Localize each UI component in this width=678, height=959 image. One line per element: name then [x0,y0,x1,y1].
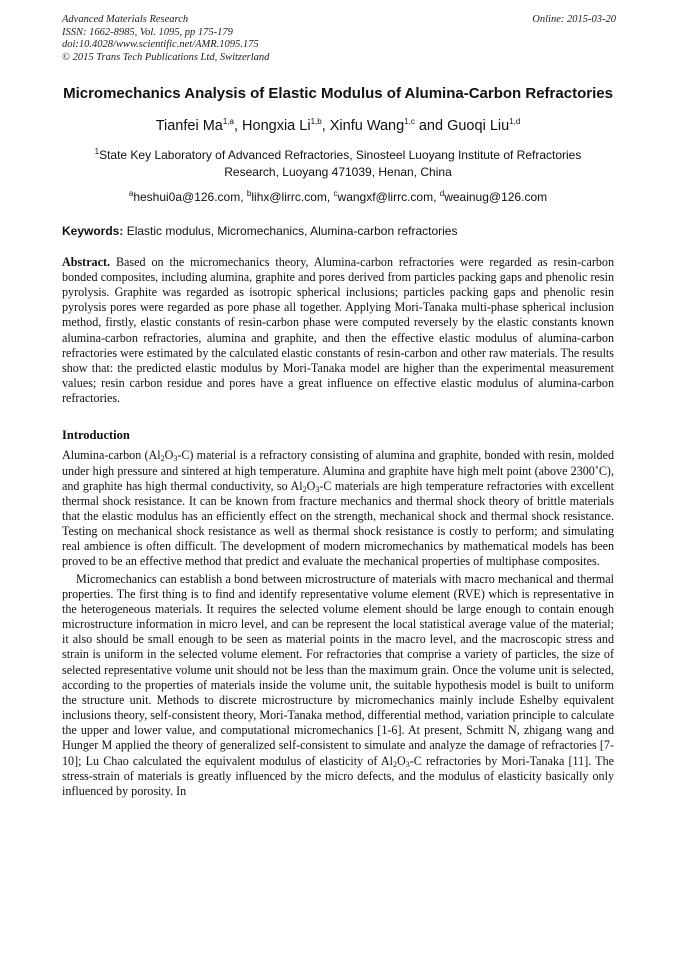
copyright-line: © 2015 Trans Tech Publications Ltd, Switzerland [62,51,270,63]
keywords [62,224,614,238]
doi-line: doi:10.4028/www.scientific.net/AMR.1095.175 [62,39,259,50]
email[interactable]: $^c$wangxf@lirrc.com [333,188,434,204]
keywords-text: Elastic modulus, Micromechanics, Alumina-carbon refractories [123,223,458,238]
author: Hongxia Li$^{1,b}$, [242,117,330,134]
email-list: $^a$heshui0a@126.com, $^b$lihx@lirrc.com, $^c$wangxf@lirrc.com, $^d$weainug@126.com [128,188,548,204]
paper-title: Micromechanics Analysis of Elastic Modulus of Alumina-Carbon Refractories [63,85,613,102]
abstract-text: Based on the micromechanics theory, Alumina-carbon refractories were regarded as resin-carbon bonded composites, including alumina, graphite and pores derived from particles packing gaps and phenolic resin pyrolysis. Graphite was regarded as isotropic spherical inclusions; particles packing gaps and phenolic resin pyrolysis pores were regarded as pore phase all together. Applying Mori-Tanaka multi-phase spherical inclusion method, firstly, elastic constants of resin-carbon phase were computed reversely by the elastic constants known alumina-carbon refractories, alumina and graphite, and then the effective elastic modulus of alumina-carbon refractories were estimated by the calculated elastic constants of resin-carbon and other raw materials. The results show that: the predicted elastic modulus by Mori-Tanaka model are higher than the experimental measurement values; resin carbon residue and pores have a great influence on effective elastic modulus of alumina-carbon refractories. [62,254,614,406]
author: Xinfu Wang$^{1,c}$ and [329,117,448,134]
page [62,14,614,799]
author-list [62,117,614,134]
intro-paragraph-1: Alumina-carbon $(Al_2O_3-C)$ material is a refractory consisting of alumina and graphite, bonded with resin, molded under high pressure and sintered at high temperature. Alumina and graphite have high melt point (above 2300˚C), and graphite has high thermal conductivity, so $Al_2O_3-C$ materials are high temperature refractories with excellent thermal shock resistance. It can be known from fracture mechanics and thermal shock theory of brittle materials that the elastic modulus has an efficiently effect on the strength, mechanical shock and thermal shock resistance. Testing on mechanical shock resistance as well as thermal shock resistance is costly to perform; and simulating real ambience is often difficult. The development of modern micromechanics by mathematical models has been proved to be an effective method that predict and evaluate the mechanical properties of multiphase composites. [62,448,614,569]
email[interactable]: $^a$heshui0a@126.com [128,188,241,204]
issn-line: ISSN: 1662-8985, Vol. 1095, pp 175-179 [62,26,233,38]
journal-header [62,14,614,64]
online-date: Online: 2015-03-20 [532,14,616,25]
email[interactable]: $^d$weainug@126.com [439,188,548,204]
affiliation: $^1$State Key Laboratory of Advanced Refractories, Sinosteel Luoyang Institute of Refractories Research, Luoyang 471039, Henan, China [94,146,582,179]
author: Guoqi Liu$^{1,d}$ [447,117,521,134]
section-heading-introduction: Introduction [62,428,130,443]
abstract-label: Abstract. [62,254,111,269]
keywords-label: Keywords: [62,223,124,238]
journal-name: Advanced Materials Research [62,14,189,25]
abstract [62,255,614,407]
email[interactable]: $^b$lihx@lirrc.com [246,188,327,204]
author: Tianfei Ma$^{1,a}$, [155,117,243,134]
intro-paragraph-2: Micromechanics can establish a bond between microstructure of materials with macro mechanical and thermal properties. The first thing is to find and identify representative volume element (RVE) which is representative in the heterogeneous materials. It requires the selected volume element should be large enough to contain enough microstructure information in micro level, and can be represent the local statistical average value of the material; it also should be small enough to be seen as material points in the macro level, and the macroscopic stress and strain is uniform in the selected volume element. For refractories that comprise a variety of particles, the size of selected representative volume unit should not be less than the maximum grain. Once the volume unit is selected, according to the properties of materials inside the volume unit, the suitable hypothesis model is built to uniform the structure unit. Methods to discrete microstructure by micromechanics mainly include Eshelby equivalent inclusions theory, self-consistent theory, Mori-Tanaka method, differential method, variation principle to calculate the upper and lower value, and computational micromechanics [1-6]. At present, Schmitt N, zhigang wang and Hunger M applied the theory of generalized self-consistent to simulate and analyze the damage of refractories [7-10]; Lu Chao calculated the equivalent modulus of elasticity of $Al_2O_3-C$ refractories by Mori-Tanaka [11]. The stress-strain of materials is greatly influenced by the micro defects, and the modulus of elasticity basically only influenced by porosity. In [62,571,614,798]
